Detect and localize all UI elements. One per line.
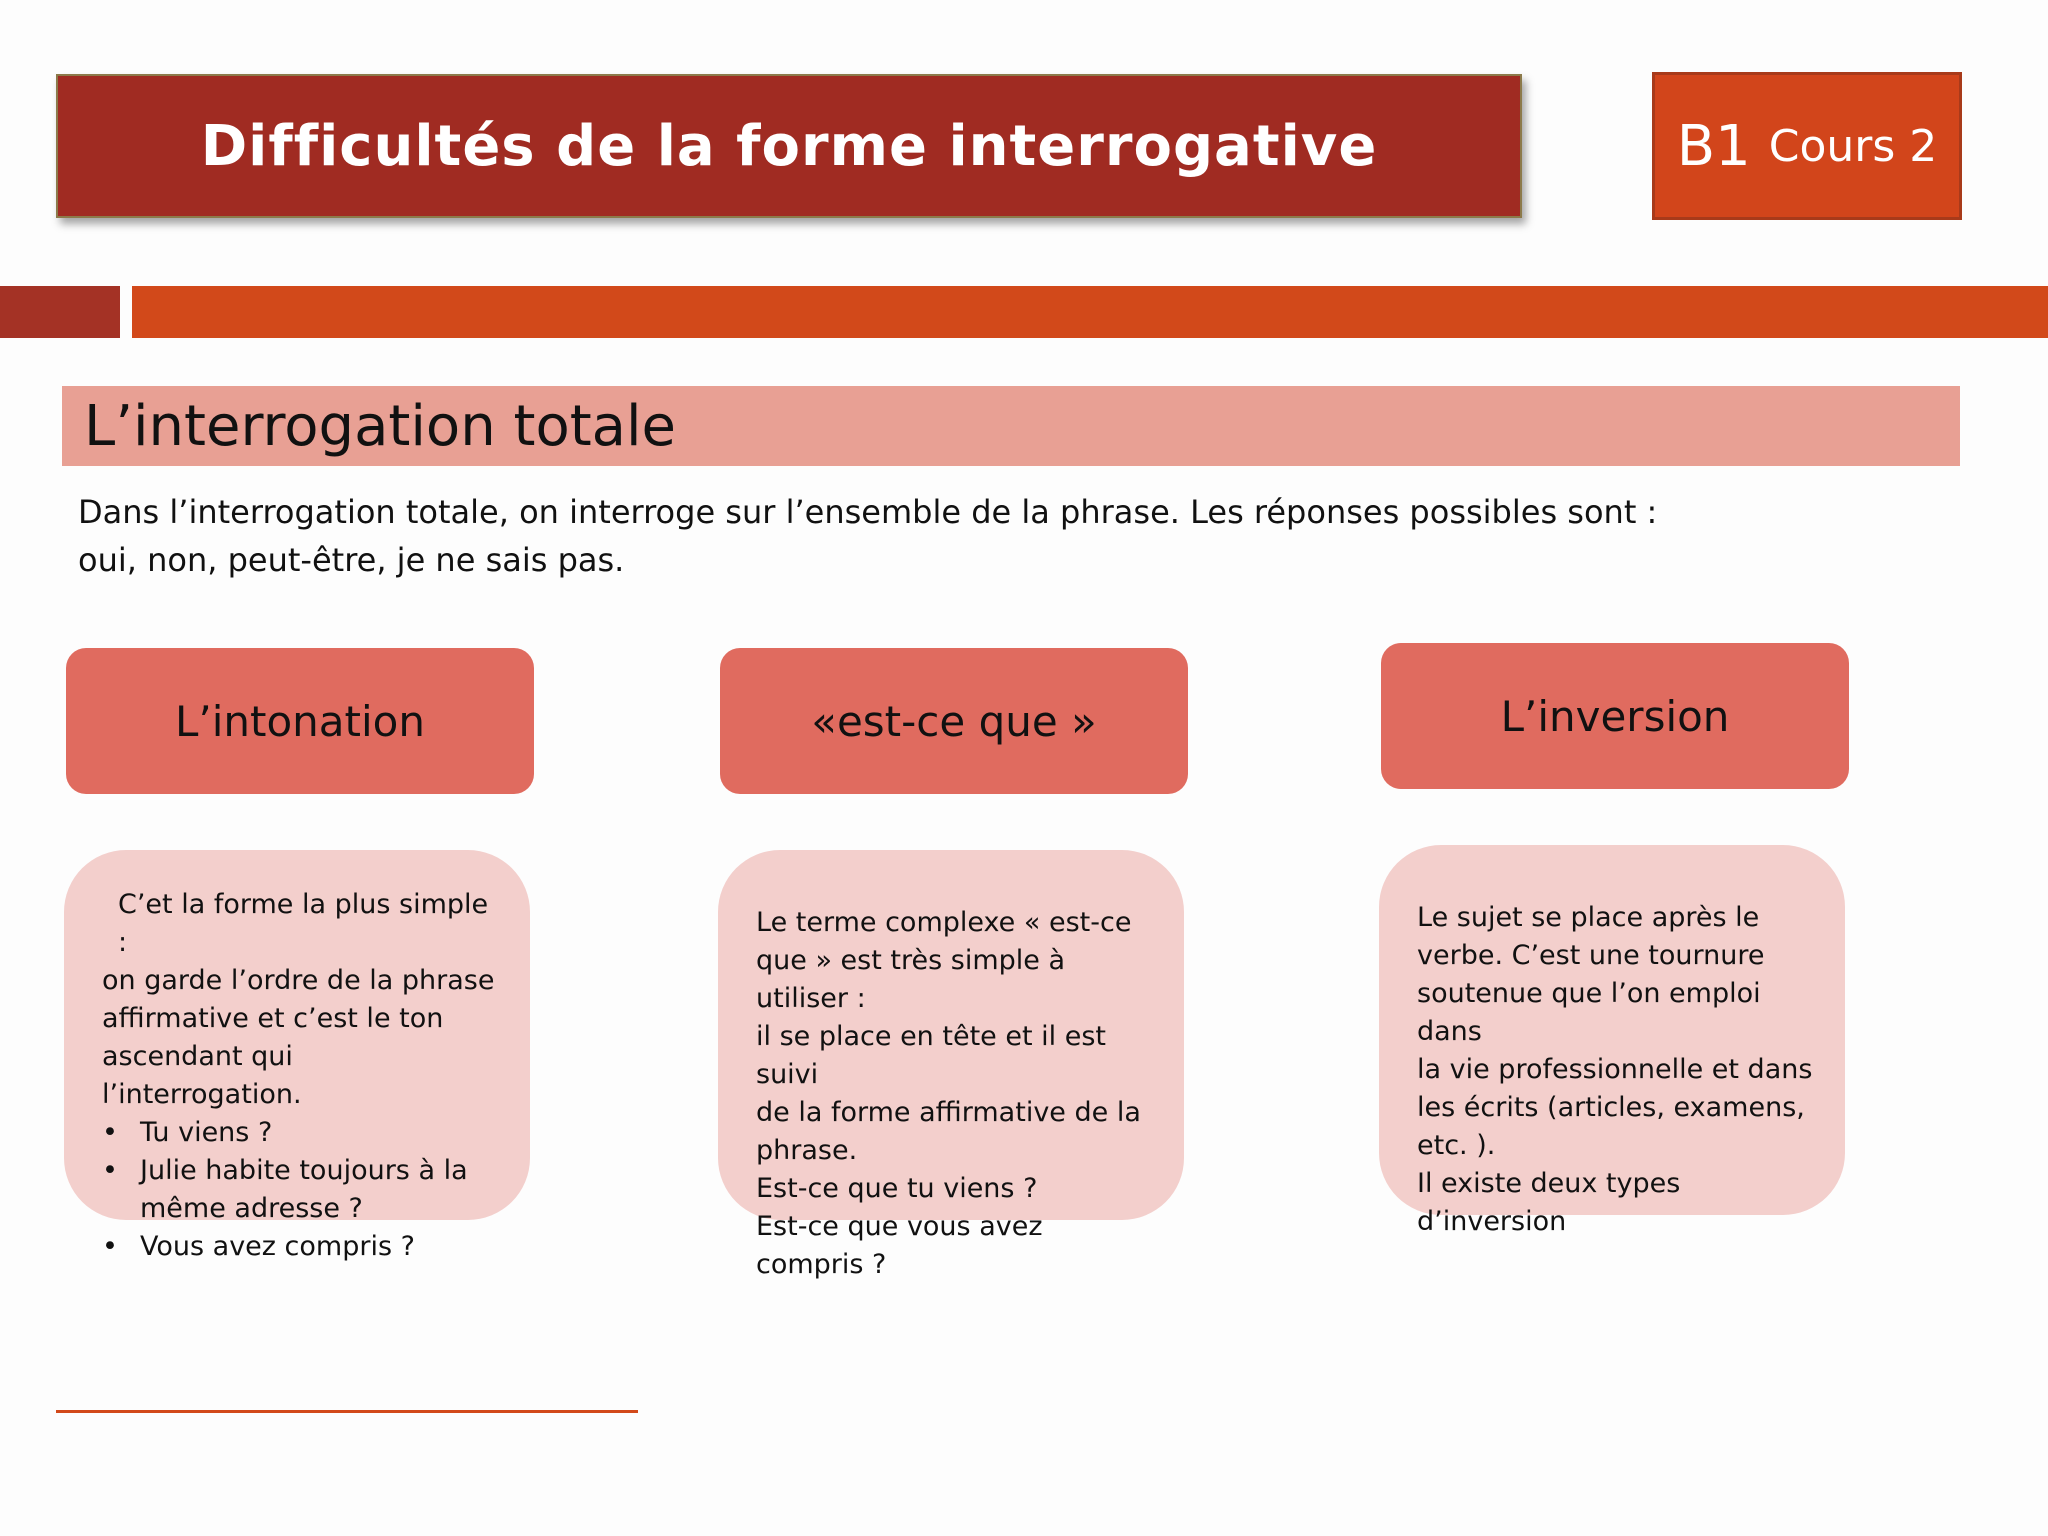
list-item-text: Tu viens ? <box>140 1117 273 1148</box>
list-item-text: Vous avez compris ? <box>140 1231 415 1262</box>
intro-text <box>78 488 1698 584</box>
section-heading: L’interrogation totale <box>84 393 676 459</box>
card-line: Il existe deux types d’inversion <box>1417 1168 1681 1237</box>
card-line: soutenue que l’on emploi dans <box>1417 978 1761 1047</box>
footer-divider <box>56 1410 638 1413</box>
category-inversion <box>1381 643 1849 789</box>
card-line: phrase. <box>756 1135 858 1166</box>
intro-line: oui, non, peut-être, je ne sais pas. <box>78 541 625 579</box>
card-line: etc. ). <box>1417 1130 1496 1161</box>
card-line: verbe. C’est une tournure <box>1417 940 1765 971</box>
card-intonation <box>64 850 530 1262</box>
level-badge <box>1652 72 1962 220</box>
level-label: B1 <box>1676 113 1751 179</box>
bullet-icon: • <box>102 1155 118 1186</box>
list-item <box>102 1152 500 1228</box>
bullet-icon: • <box>102 1231 118 1262</box>
example-list <box>102 1114 500 1266</box>
card-line: la vie professionnelle et dans <box>1417 1054 1813 1085</box>
section-heading-box <box>62 386 1960 466</box>
list-item <box>102 1228 500 1266</box>
course-label: Cours 2 <box>1768 120 1938 172</box>
card-inversion <box>1379 845 1845 1237</box>
category-title: «est-ce que » <box>811 696 1097 746</box>
accent-bar-left <box>0 286 120 338</box>
category-intonation <box>66 648 534 794</box>
title-banner <box>56 74 1522 218</box>
category-title: L’inversion <box>1500 691 1730 741</box>
card-est-ce-que <box>718 850 1184 1280</box>
card-line: affirmative et c’est le ton <box>102 1003 444 1034</box>
card-line: de la forme affirmative de la <box>756 1097 1141 1128</box>
card-line: Est-ce que vous avez compris ? <box>756 1211 1043 1280</box>
category-est-ce-que <box>720 648 1188 794</box>
card-line: on garde l’ordre de la phrase <box>102 965 495 996</box>
card-line: ascendant qui l’interrogation. <box>102 1041 302 1110</box>
category-title: L’intonation <box>174 696 425 746</box>
list-item-text: même adresse ? <box>140 1193 363 1224</box>
card-line: que » est très simple à utiliser : <box>756 945 1065 1014</box>
card-line: les écrits (articles, examens, <box>1417 1092 1805 1123</box>
card-line: Le terme complexe « est-ce <box>756 907 1132 938</box>
bullet-icon: • <box>102 1117 118 1148</box>
card-line: il se place en tête et il est suivi <box>756 1021 1106 1090</box>
accent-bar-right <box>132 286 2048 338</box>
list-item-text: Julie habite toujours à la <box>140 1155 468 1186</box>
card-line: C’et la forme la plus simple : <box>118 889 489 958</box>
intro-line: Dans l’interrogation totale, on interroge sur l’ensemble de la phrase. Les réponses possibles sont : <box>78 493 1658 531</box>
card-line: Le sujet se place après le <box>1417 902 1760 933</box>
card-line: Est-ce que tu viens ? <box>756 1173 1038 1204</box>
slide-title: Difficultés de la forme interrogative <box>200 113 1378 179</box>
list-item <box>102 1114 500 1152</box>
